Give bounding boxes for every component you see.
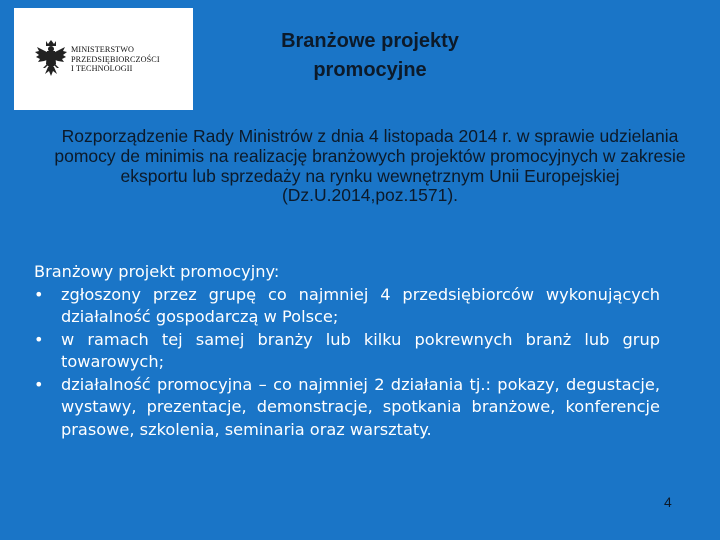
ministry-logo [14, 8, 193, 110]
list-item-text: działalność promocyjna – co najmniej 2 działania tj.: pokazy, degustacje, wystawy, prezentacje, demonstracje, spotkania branżowe, konferencje prasowe, szkolenia, seminaria oraz warsztaty. [61, 374, 660, 439]
bullet-icon: • [34, 329, 44, 349]
slide-title [220, 27, 520, 85]
criteria-list [34, 284, 660, 442]
ministry-name [71, 45, 160, 74]
bullet-icon: • [34, 284, 44, 304]
list-item-text: zgłoszony przez grupę co najmniej 4 przedsiębiorców wykonujących działalność gospodarczą w Polsce; [61, 284, 660, 326]
bullet-icon: • [34, 374, 44, 394]
list-item [34, 329, 660, 374]
list-item [34, 284, 660, 329]
ministry-name-line-3: I TECHNOLOGII [71, 64, 133, 74]
ministry-name-line-1: MINISTERSTWO [71, 45, 135, 54]
project-definition [34, 261, 660, 441]
polish-eagle-emblem-icon [34, 38, 68, 78]
page-number: 4 [664, 494, 672, 510]
list-item-text: w ramach tej samej branży lub kilku pokrewnych branż lub grup towarowych; [61, 329, 660, 371]
slide-title-line-2: promocyjne [313, 59, 427, 81]
ministry-name-line-2: PRZEDSIĘBIORCZOŚCI [71, 54, 160, 64]
slide-title-line-1: Branżowe projekty [281, 30, 459, 52]
regulation-reference: Rozporządzenie Rady Ministrów z dnia 4 listopada 2014 r. w sprawie udzielania pomocy de minimis na realizację branżowych projektów promocyjnych w zakresie eksportu lub sprzedaży na rynku wewnętrznym Unii Europejskiej (Dz.U.2014,poz.1571). [54, 126, 686, 206]
definition-heading: Branżowy projekt promocyjny: [34, 262, 280, 281]
list-item [34, 374, 660, 442]
